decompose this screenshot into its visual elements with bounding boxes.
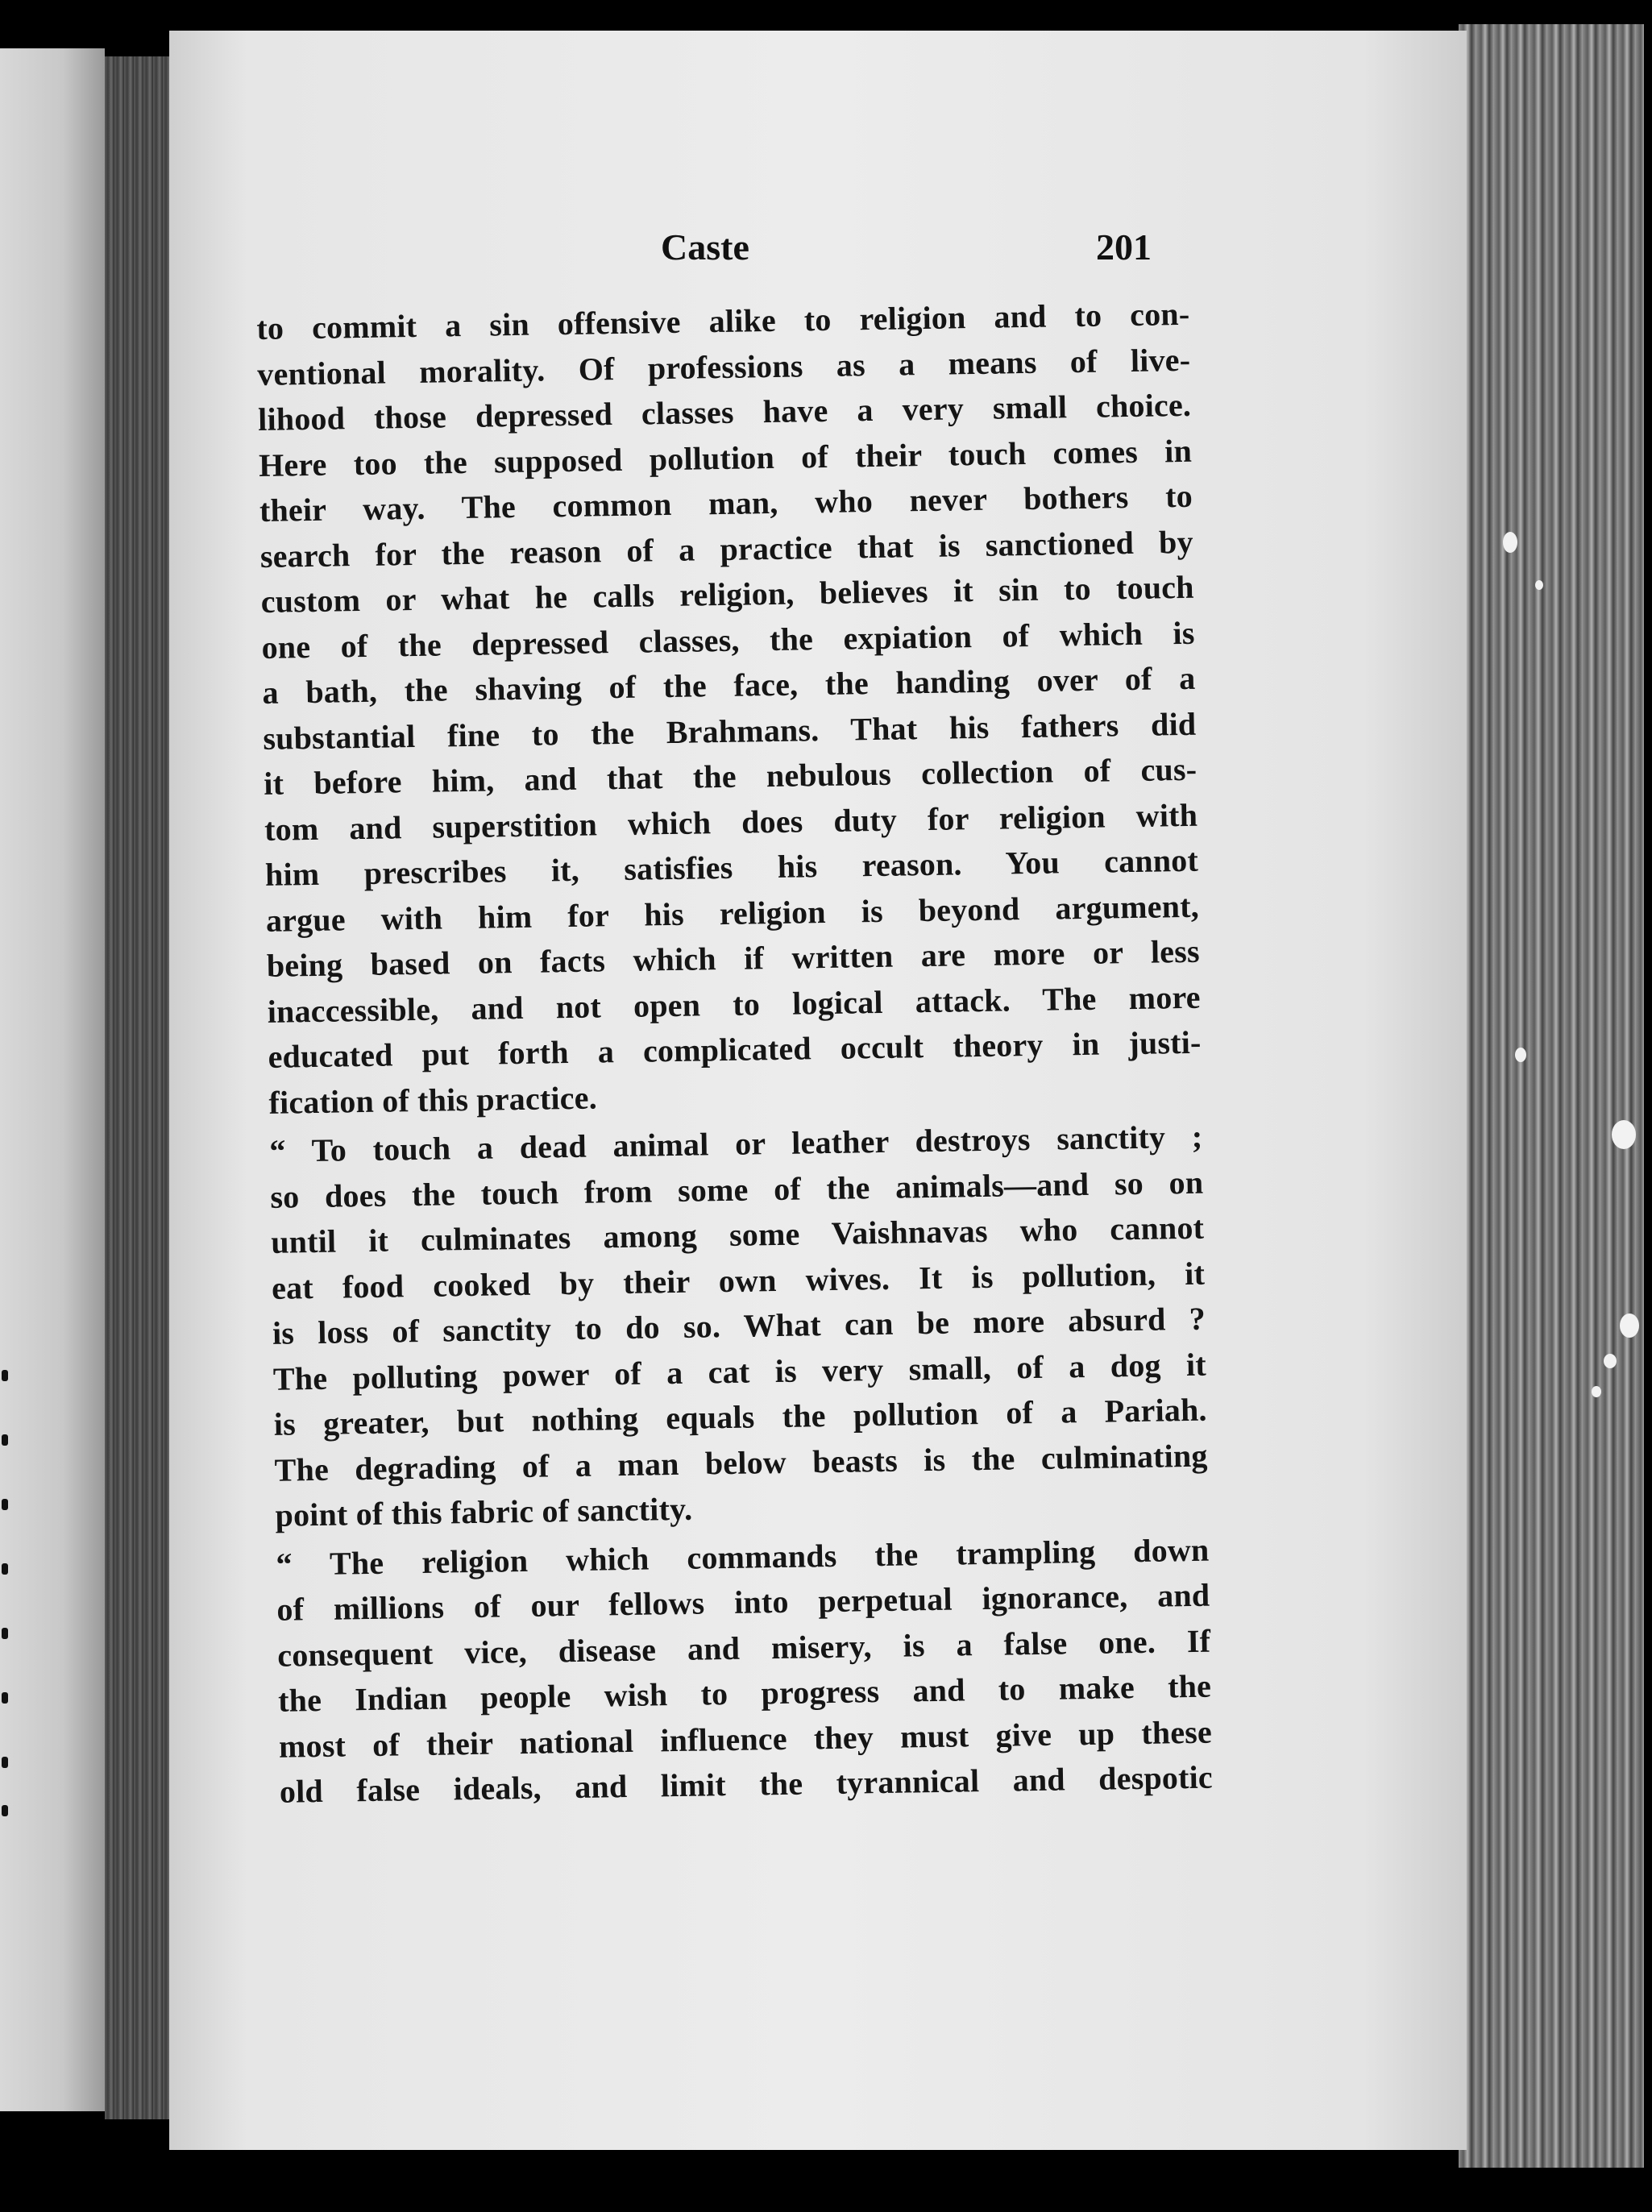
running-head: Caste: [661, 226, 749, 268]
text-line: point of this fabric of sanctity.: [275, 1490, 693, 1533]
text-line: it before him, and that the nebulous collection of cus-: [263, 750, 1197, 802]
body-text: [256, 292, 1213, 1815]
text-line: until it culminates among some Vaishnavas who cannot: [270, 1209, 1205, 1260]
text-line: a bath, the shaving of the face, the handing over of a: [262, 659, 1196, 711]
text-line: “ The religion which commands the trampling down: [276, 1531, 1210, 1583]
book-gutter: [105, 56, 177, 2119]
facing-page-marks: [0, 1370, 16, 1821]
text-line: the Indian people wish to progress and to make the: [277, 1667, 1212, 1719]
text-line: inaccessible, and not open to logical attack. The more: [267, 978, 1201, 1030]
text-line: The polluting power of a cat is very small, of a dog it: [272, 1346, 1207, 1397]
text-line: is loss of sanctity to do so. What can be more absurd ?: [272, 1300, 1206, 1351]
text-line: The degrading of a man below beasts is the culminating: [274, 1437, 1208, 1488]
text-line: educated put forth a complicated occult theory in justi-: [268, 1023, 1202, 1075]
text-line: argue with him for his religion is beyond argument,: [265, 887, 1200, 939]
text-line: being based on facts which if written are more or less: [266, 932, 1201, 984]
text-line: so does the touch from some of the animals—and so on: [270, 1164, 1204, 1215]
text-line: him prescribes it, satisfies his reason. You cannot: [264, 841, 1199, 893]
text-line: one of the depressed classes, the expiation of which is: [261, 614, 1195, 666]
text-line: lihood those depressed classes have a very small choice.: [257, 386, 1192, 438]
text-line: to commit a sin offensive alike to religion and to con-: [256, 295, 1190, 347]
text-line: eat food cooked by their own wives. It is pollution, it: [271, 1255, 1206, 1306]
text-line: ventional morality. Of professions as a means of live-: [256, 341, 1191, 392]
paragraph-1: [256, 292, 1202, 1126]
text-line: custom or what he calls religion, believes it sin to touch: [260, 568, 1194, 620]
paragraph-2: [269, 1114, 1209, 1539]
text-line: their way. The common man, who never bothers to: [259, 477, 1193, 529]
text-line: of millions of our fellows into perpetual ignorance, and: [276, 1576, 1210, 1628]
text-line: “ To touch a dead animal or leather destroys sanctity ;: [269, 1118, 1203, 1169]
book-page-edges: [1459, 24, 1644, 2168]
text-line: Here too the supposed pollution of their touch comes in: [258, 432, 1193, 483]
text-line: fication of this practice.: [268, 1078, 598, 1121]
text-line: most of their national influence they must give up these: [278, 1713, 1213, 1765]
text-line: tom and superstition which does duty for religion with: [264, 796, 1198, 848]
paragraph-3: [276, 1527, 1213, 1815]
text-line: search for the reason of a practice that is sanctioned by: [259, 523, 1194, 575]
text-line: old false ideals, and limit the tyrannical and despotic: [279, 1758, 1214, 1810]
page-number: 201: [1096, 226, 1152, 268]
text-line: consequent vice, disease and misery, is a false one. If: [276, 1622, 1211, 1674]
text-line: is greater, but nothing equals the pollution of a Pariah.: [273, 1391, 1208, 1442]
text-line: substantial fine to the Brahmans. That his fathers did: [263, 705, 1197, 757]
